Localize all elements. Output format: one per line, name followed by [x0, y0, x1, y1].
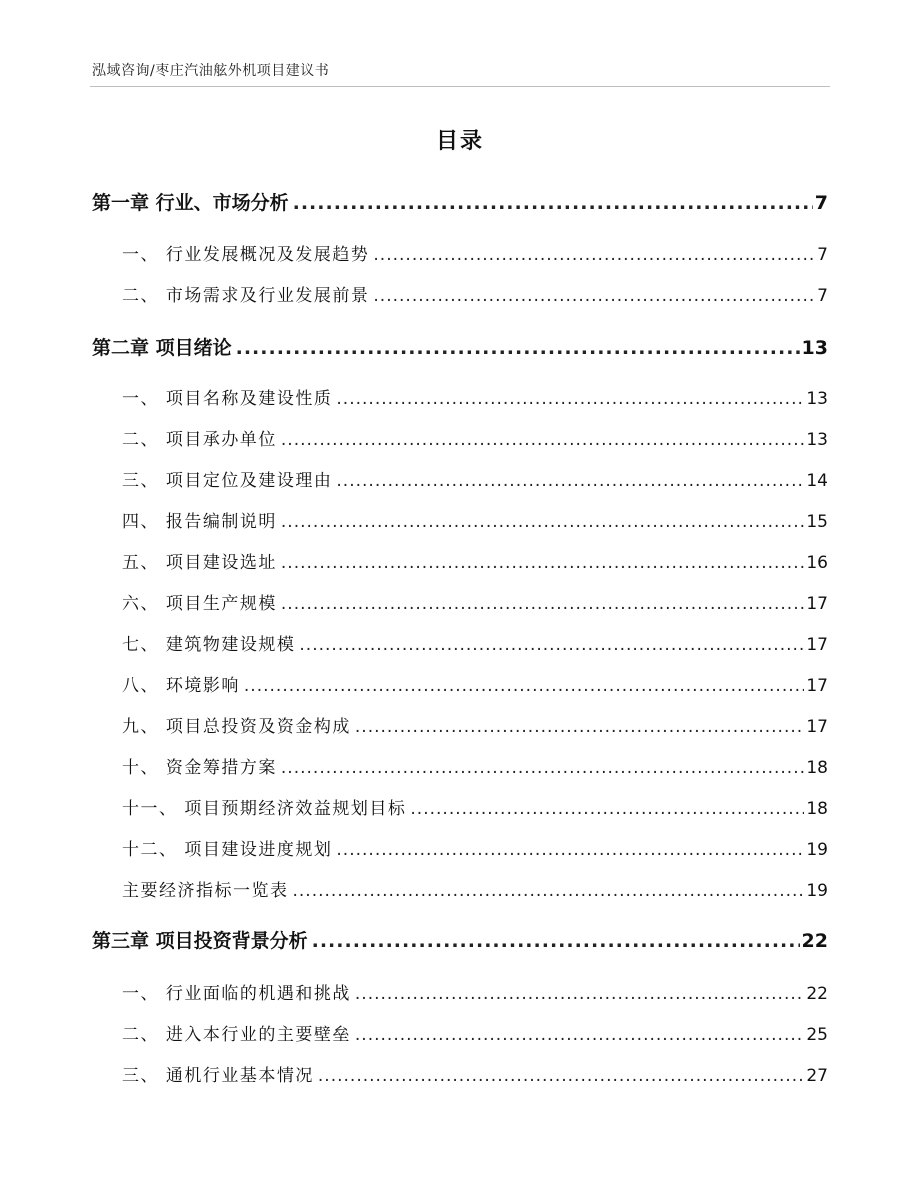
toc-section[interactable] — [122, 712, 828, 737]
toc-entry-label: 三、 项目定位及建设理由 — [122, 471, 333, 491]
toc-page-number: 19 — [806, 840, 828, 860]
dot-leader — [299, 635, 804, 655]
dot-leader — [281, 553, 804, 573]
dot-leader — [355, 984, 804, 1004]
toc-chapter-3[interactable] — [92, 926, 828, 953]
toc-section[interactable] — [122, 425, 828, 450]
toc-section[interactable] — [122, 240, 828, 265]
dot-leader — [318, 1066, 804, 1086]
document-header: 泓域咨询/枣庄汽油舷外机项目建议书 — [92, 63, 330, 79]
toc-entry-label: 一、 项目名称及建设性质 — [122, 389, 333, 409]
dot-leader — [281, 512, 804, 532]
dot-leader — [293, 881, 805, 901]
toc-chapter-2[interactable] — [92, 333, 828, 360]
toc-section[interactable] — [122, 466, 828, 491]
toc-page-number: 17 — [806, 717, 828, 737]
toc-entry-label: 三、 通机行业基本情况 — [122, 1066, 314, 1086]
dot-leader — [336, 389, 804, 409]
dot-leader — [281, 594, 804, 614]
dot-leader — [281, 430, 804, 450]
toc-entry-label: 四、 报告编制说明 — [122, 512, 277, 532]
toc-entry-label: 第一章 行业、市场分析 — [92, 192, 289, 214]
toc-section[interactable] — [122, 1061, 828, 1086]
toc-entry-label: 七、 建筑物建设规模 — [122, 635, 296, 655]
toc-section[interactable] — [122, 630, 828, 655]
toc-title: 目录 — [435, 129, 484, 154]
toc-page-number: 14 — [806, 471, 828, 491]
toc-section[interactable] — [122, 1020, 828, 1045]
dot-leader — [355, 717, 804, 737]
toc-section[interactable] — [122, 548, 828, 573]
toc-page-number: 7 — [817, 286, 828, 306]
toc-page-number: 17 — [806, 594, 828, 614]
toc-page-number: 22 — [801, 930, 828, 952]
toc-entry-label: 主要经济指标一览表 — [122, 881, 289, 901]
toc-entry-label: 九、 项目总投资及资金构成 — [122, 717, 351, 737]
toc-page-number: 13 — [806, 430, 828, 450]
dot-leader — [373, 286, 815, 306]
toc-entry-label: 十一、 项目预期经济效益规划目标 — [122, 799, 407, 819]
dot-leader — [244, 676, 804, 696]
toc-entry-label: 一、 行业发展概况及发展趋势 — [122, 245, 370, 265]
dot-leader — [312, 930, 800, 952]
dot-leader — [336, 840, 804, 860]
toc-entry-label: 二、 进入本行业的主要壁垒 — [122, 1025, 351, 1045]
toc-section[interactable] — [122, 507, 828, 532]
toc-entry-label: 十、 资金筹措方案 — [122, 758, 277, 778]
toc-page-number: 22 — [806, 984, 828, 1004]
toc-page-number: 13 — [801, 337, 828, 359]
toc-section[interactable] — [122, 876, 828, 901]
toc-entry-label: 一、 行业面临的机遇和挑战 — [122, 984, 351, 1004]
dot-leader — [293, 192, 813, 214]
dot-leader — [373, 245, 815, 265]
toc-entry-label: 第三章 项目投资背景分析 — [92, 930, 308, 952]
toc-page-number: 16 — [806, 553, 828, 573]
dot-leader — [355, 1025, 804, 1045]
toc-section[interactable] — [122, 753, 828, 778]
toc-section[interactable] — [122, 671, 828, 696]
toc-page-number: 25 — [806, 1025, 828, 1045]
toc-entry-label: 八、 环境影响 — [122, 676, 240, 696]
toc-entry-label: 二、 市场需求及行业发展前景 — [122, 286, 370, 306]
toc-entry-label: 六、 项目生产规模 — [122, 594, 277, 614]
toc-entry-label: 第二章 项目绪论 — [92, 337, 232, 359]
toc-section[interactable] — [122, 589, 828, 614]
toc-entry-label: 五、 项目建设选址 — [122, 553, 277, 573]
toc-section[interactable] — [122, 794, 828, 819]
toc-page-number: 7 — [817, 245, 828, 265]
toc-page-number: 17 — [806, 676, 828, 696]
toc-page-number: 19 — [806, 881, 828, 901]
dot-leader — [336, 471, 804, 491]
toc-page-number: 18 — [806, 799, 828, 819]
toc-page-number: 17 — [806, 635, 828, 655]
toc-page-number: 7 — [814, 192, 828, 214]
dot-leader — [281, 758, 804, 778]
dot-leader — [236, 337, 800, 359]
toc-chapter-1[interactable] — [92, 188, 828, 215]
dot-leader — [410, 799, 804, 819]
toc-page-number: 27 — [806, 1066, 828, 1086]
toc-section[interactable] — [122, 281, 828, 306]
toc-entry-label: 十二、 项目建设进度规划 — [122, 840, 333, 860]
toc-section[interactable] — [122, 979, 828, 1004]
toc-entry-label: 二、 项目承办单位 — [122, 430, 277, 450]
toc-page-number: 18 — [806, 758, 828, 778]
toc-section[interactable] — [122, 835, 828, 860]
toc-page-number: 15 — [806, 512, 828, 532]
toc-page-number: 13 — [806, 389, 828, 409]
toc-section[interactable] — [122, 384, 828, 409]
